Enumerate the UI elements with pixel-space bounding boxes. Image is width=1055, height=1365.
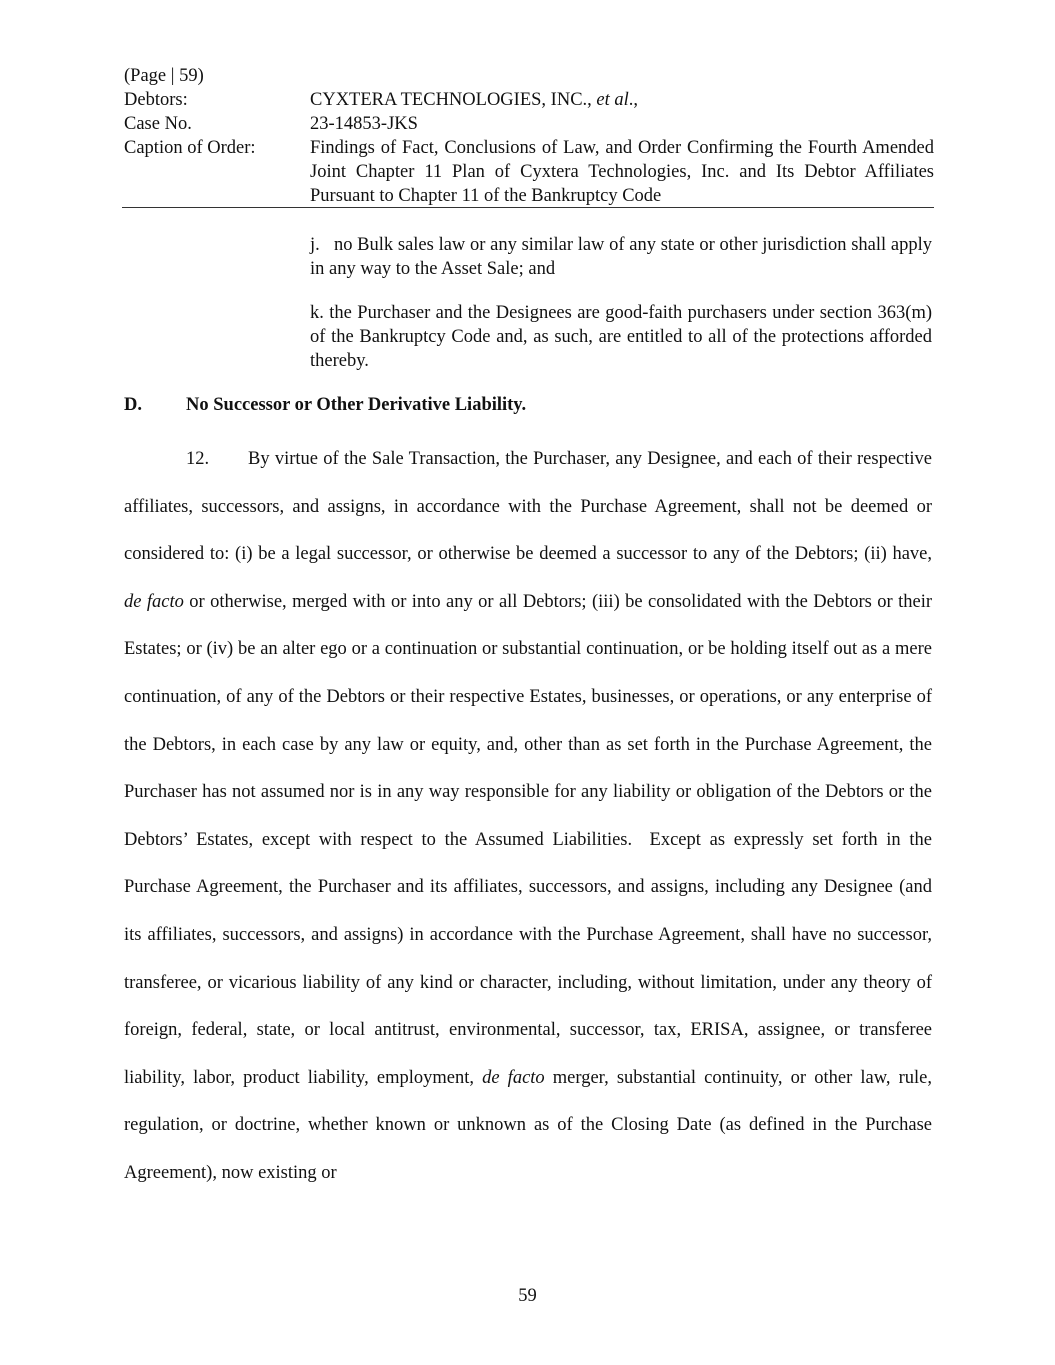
- paragraph-12: [124, 436, 932, 1198]
- section-heading: [124, 393, 526, 417]
- debtors-value: [310, 88, 934, 112]
- paragraph-italic-2: de facto: [482, 1067, 545, 1088]
- caption-row: [124, 136, 934, 208]
- caption-label: Caption of Order:: [124, 138, 256, 158]
- debtors-row: [124, 88, 934, 112]
- paragraph-text-1: By virtue of the Sale Transaction, the Purchaser, any Designee, and each of their respective affiliates, successors, and assigns, in accordance with the Purchase Agreement, shall not be deemed or considered to: (i) be a legal successor, or otherwise be deemed a successor to any of the Debtors; (ii) have,: [124, 449, 932, 565]
- subitem-j: j. no Bulk sales law or any similar law of any state or other jurisdiction shall apply in any way to the Asset Sale; and: [310, 235, 932, 279]
- paragraph-number: 12.: [186, 449, 210, 469]
- case-value: 23-14853-JKS: [310, 114, 418, 134]
- paragraph-text-2: or otherwise, merged with or into any or all Debtors; (iii) be consolidated with the Debtors or their Estates; or (iv) be an alter ego or a continuation or substantial continuation, or be holding itself out as a mere continuation, of any of the Debtors or their respective Estates, businesses, or operations, or any enterprise of the Debtors, in each case by any law or equity, and, other than as set forth in the Purchase Agreement, the Purchaser has not assumed nor is in any way responsible for any liability or obligation of the Debtors or the Debtors’ Estates, except with respect to the Assumed Liabilities. Except as expressly set forth in the Purchase Agreement, the Purchaser and its affiliates, successors, and assigns, including any Designee (and its affiliates, successors, and assigns) in accordance with the Purchase Agreement, shall have no successor, transferee, or vicarious liability of any kind or character, including, without limitation, under any theory of foreign, federal, state, or local antitrust, environmental, successor, tax, ERISA, assignee, or transferee liability, labor, product liability, employment,: [124, 591, 932, 1088]
- caption-value: Findings of Fact, Conclusions of Law, and Order Confirming the Fourth Amended Joint Chapter 11 Plan of Cyxtera Technologies, Inc. and Its Debtor Affiliates Pursuant to Chapter 11 of the Bankruptcy Code: [310, 138, 934, 206]
- subitem-list: [310, 233, 932, 393]
- paragraph-text-3: merger, substantial continuity, or other law, rule, regulation, or doctrine, whether known or unknown as of the Closing Date (as defined in the Purchase Agreement), now existing or: [124, 1067, 932, 1183]
- section-title: No Successor or Other Derivative Liability.: [186, 395, 527, 415]
- paragraph-italic-1: de facto: [124, 591, 184, 612]
- caption-header: [124, 64, 934, 208]
- page-reference: (Page | 59): [124, 66, 204, 86]
- section-letter: D.: [124, 395, 142, 415]
- case-row: [124, 112, 934, 136]
- subitem-k: k. the Purchaser and the Designees are good-faith purchasers under section 363(m) of the Bankruptcy Code and, as such, are entitled to all of the protections afforded thereby.: [310, 303, 932, 371]
- header-divider: [122, 207, 934, 208]
- debtors-label: Debtors:: [124, 90, 188, 110]
- debtors-name: CYXTERA TECHNOLOGIES, INC.,: [310, 90, 592, 110]
- debtors-etal: et al: [596, 90, 629, 110]
- debtors-tail: .,: [628, 90, 639, 110]
- case-label: Case No.: [124, 114, 192, 134]
- page-number: 59: [518, 1286, 537, 1306]
